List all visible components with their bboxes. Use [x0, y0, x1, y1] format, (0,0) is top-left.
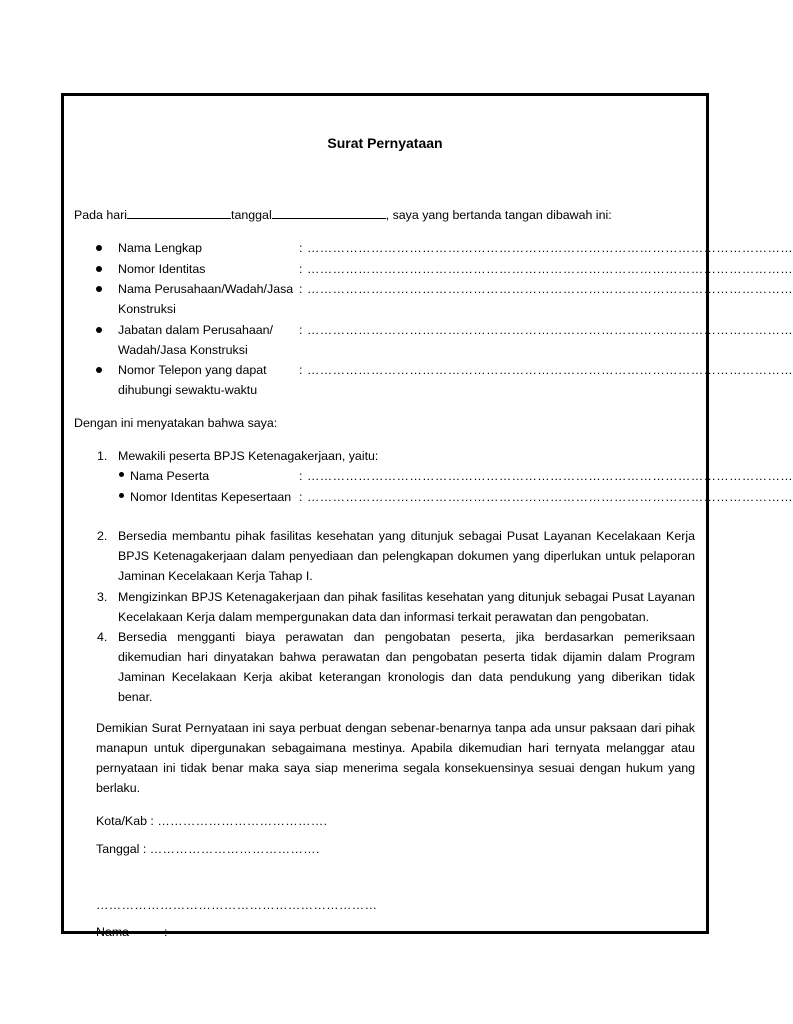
document-frame	[61, 93, 793, 939]
subfield-label: Nama Peserta	[130, 469, 210, 483]
field-colon: :	[299, 282, 303, 296]
item-number: 1.	[97, 449, 108, 463]
field-label-cont: Wadah/Jasa Konstruksi	[118, 343, 248, 357]
document-title: Surat Pernyataan	[327, 135, 443, 151]
document-page	[64, 96, 793, 939]
bullet-icon	[96, 367, 102, 373]
field-label: Nomor Telepon yang dapat	[118, 363, 267, 377]
field-colon: :	[299, 241, 303, 255]
day-blank	[127, 206, 231, 219]
field-dotted-line: ……………………………………………………………………………………………………	[307, 241, 793, 255]
subfield-dotted-line: ……………………………………………………………………………………………………	[307, 469, 793, 483]
field-dotted-line: ……………………………………………………………………………………………………	[307, 262, 793, 276]
bullet-icon	[96, 286, 102, 292]
tanggal-label: Tanggal :	[96, 842, 147, 856]
kota-dotted-line: ………………………………….	[157, 814, 328, 828]
bullet-icon	[96, 327, 102, 333]
item-number: 2.	[97, 529, 108, 543]
item-number: 3.	[97, 590, 108, 604]
field-label-cont: Konstruksi	[118, 302, 176, 316]
tanggal-line	[96, 839, 320, 859]
item-text: Bersedia membantu pihak fasilitas kesehatan yang ditunjuk sebagai Pusat Layanan Kecelakaan Kerja BPJS Ketenagakerjaan dalam penyediaan dan pelengkapan dokumen yang diperlukan untuk pelaporan Jaminan Kecelakaan Kerja Tahap I.	[118, 529, 695, 583]
bullet-icon	[119, 472, 124, 477]
intro-mid: tanggal	[231, 208, 272, 222]
field-label: Nomor Identitas	[118, 262, 206, 276]
intro-post: , saya yang bertanda tangan dibawah ini:	[385, 208, 612, 222]
subfield-dotted-line: ……………………………………………………………………………………………………	[307, 490, 793, 504]
kota-line	[96, 811, 327, 831]
bullet-icon	[96, 266, 102, 272]
field-label: Jabatan dalam Perusahaan/	[118, 323, 273, 337]
nama-label: Nama	[96, 925, 130, 939]
nama-line	[96, 922, 167, 942]
item-text: Mewakili peserta BPJS Ketenagakerjaan, yaitu:	[118, 449, 379, 463]
field-dotted-line: ……………………………………………………………………………………………………	[307, 282, 793, 296]
statement-intro: Dengan ini menyatakan bahwa saya:	[74, 416, 278, 430]
closing-paragraph: Demikian Surat Pernyataan ini saya perbuat dengan sebenar-benarnya tanpa ada unsur paksaan dari pihak manapun untuk dipergunakan sebagaimana mestinya. Apabila dikemudian hari ternyata melanggar atau pernyataan ini tidak benar maka saya siap menerima segala konsekuensinya sesuai dengan hukum yang berlaku.	[96, 721, 695, 795]
field-colon: :	[299, 262, 303, 276]
intro-line	[74, 205, 612, 225]
nama-colon: :	[163, 925, 168, 939]
kota-label: Kota/Kab :	[96, 814, 154, 828]
subfield-label: Nomor Identitas Kepesertaan	[130, 490, 292, 504]
field-dotted-line: ……………………………………………………………………………………………………	[307, 323, 793, 337]
subfield-colon: :	[299, 469, 303, 483]
signature-dotted-line: …………………………………………………………	[96, 898, 378, 912]
field-colon: :	[299, 323, 303, 337]
tanggal-dotted-line: ………………………………….	[149, 842, 320, 856]
bullet-icon	[96, 245, 102, 251]
field-label-cont: dihubungi sewaktu-waktu	[118, 383, 258, 397]
field-colon: :	[299, 363, 303, 377]
item-text: Mengizinkan BPJS Ketenagakerjaan dan pihak fasilitas kesehatan yang ditunjuk sebagai Pusat Layanan Kecelakaan Kerja dalam mempergunakan data dan informasi terkait perawatan dan pengobatan.	[118, 590, 695, 624]
intro-pre: Pada hari	[74, 208, 128, 222]
date-blank	[272, 206, 386, 219]
item-text: Bersedia mengganti biaya perawatan dan pengobatan peserta, jika berdasarkan pemeriksaan dikemudian hari dinyatakan bahwa perawatan dan pengobatan peserta tidak dijamin dalam Program Jaminan Kecelakaan Kerja akibat keterangan kronologis dan data pendukung yang diberikan tidak benar.	[118, 630, 695, 704]
field-label: Nama Perusahaan/Wadah/Jasa	[118, 282, 294, 296]
subfield-colon: :	[299, 490, 303, 504]
field-dotted-line: ……………………………………………………………………………………………………	[307, 363, 793, 377]
item-number: 4.	[97, 630, 108, 644]
bullet-icon	[119, 493, 124, 498]
field-label: Nama Lengkap	[118, 241, 203, 255]
